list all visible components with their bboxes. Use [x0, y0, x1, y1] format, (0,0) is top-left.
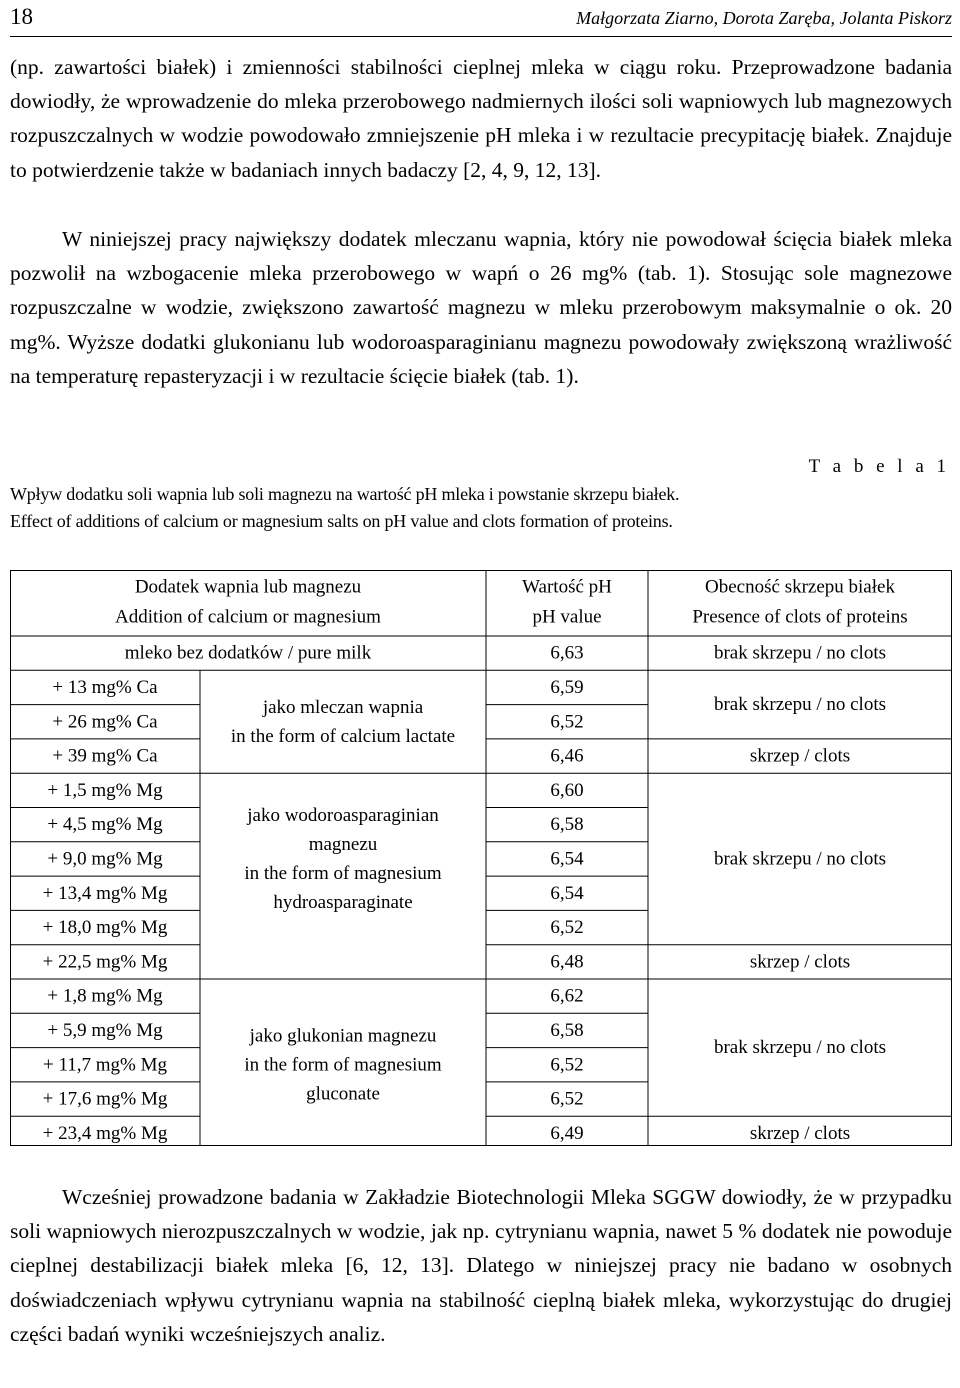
cell-salt-form: jako wodoroasparaginian	[247, 804, 439, 826]
header-ph-en: pH value	[532, 606, 602, 628]
cell-ph: 6,62	[550, 985, 584, 1007]
cell-salt-form: hydroasparaginate	[273, 891, 413, 913]
cell-ph: 6,52	[550, 917, 584, 939]
cell-addition: + 22,5 mg% Mg	[42, 951, 168, 973]
cell-clot: brak skrzepu / no clots	[713, 694, 887, 716]
cell-addition: + 1,5 mg% Mg	[47, 779, 163, 801]
cell-ph: 6,54	[550, 848, 584, 870]
control-row-label: mleko bez dodatków / pure milk	[124, 642, 372, 664]
cell-ph: 6,59	[550, 676, 584, 698]
header-ph-pl: Wartość pH	[522, 576, 612, 598]
page-header	[10, 2, 952, 37]
cell-addition: + 13,4 mg% Mg	[42, 882, 168, 904]
cell-salt-form: jako glukonian magnezu	[249, 1025, 437, 1047]
cell-clot: skrzep / clots	[749, 1122, 851, 1144]
paragraph-3: Wcześniej prowadzone badania w Zakładzie Biotechnologii Mleka SGGW dowiodły, że w przypadku soli wapniowych nierozpuszczalnych w wodzie, jak np. cytrynianu wapnia, nawet 5 % dodatek nie powoduje cieplnej destabilizacji białek mleka [6, 12, 13]. Dlatego w niniejszej pracy nie badano w osobnych doświadczeniach wpływu cytrynianu wapnia na stabilność cieplną białek mleka, wykorzystując do drugiej części badań wyniki wcześniejszych analiz.	[10, 1185, 952, 1346]
table-caption-polish: Wpływ dodatku soli wapnia lub soli magnezu na wartość pH mleka i powstanie skrzepu białek.	[10, 484, 680, 504]
data-table	[10, 570, 952, 1146]
header-addition-en: Addition of calcium or magnesium	[115, 606, 381, 628]
cell-addition: + 11,7 mg% Mg	[42, 1054, 168, 1076]
cell-addition: + 26 mg% Ca	[52, 711, 158, 733]
cell-salt-form: gluconate	[306, 1083, 380, 1105]
table-caption-english: Effect of additions of calcium or magnesium salts on pH value and clots formation of proteins.	[10, 511, 673, 531]
cell-ph: 6,54	[550, 882, 584, 904]
cell-ph: 6,58	[550, 1019, 584, 1041]
cell-ph: 6,48	[550, 951, 584, 973]
cell-ph: 6,46	[550, 745, 584, 767]
paragraph-2: W niniejszej pracy największy dodatek mleczanu wapnia, który nie powodował ścięcia białek mleka pozwolił na wzbogacenie mleka przerobowego w wapń o 26 mg% (tab. 1). Stosując sole magnezowe rozpuszczalne w wodzie, zwiększono zawartość magnezu w mleku przerobowym maksymalnie o ok. 20 mg%. Wyższe dodatki glukonianu lub wodoroasparaginianu magnezu powodowały zwiększoną wrażliwość na temperaturę repasteryzacji i w rezultacie ścięcie białek (tab. 1).	[10, 227, 952, 388]
cell-clot: skrzep / clots	[749, 745, 851, 767]
cell-ph: 6,49	[550, 1122, 584, 1144]
cell-ph: 6,52	[550, 1054, 584, 1076]
cell-addition: + 1,8 mg% Mg	[47, 985, 163, 1007]
cell-ph: 6,52	[550, 1088, 584, 1110]
paragraph-1: (np. zawartości białek) i zmienności stabilności cieplnej mleka w ciągu roku. Przeprowadzone badania dowiodły, że wprowadzenie do mleka przerobowego nadmiernych ilości soli wapniowych lub magnezowych rozpuszczalnych w wodzie powodowało zmniejszenie pH mleka i w rezultacie precypitację białek. Znajduje to potwierdzenie także w badaniach innych badaczy [2, 4, 9, 12, 13].	[10, 55, 952, 182]
cell-ph: 6,60	[550, 779, 584, 801]
cell-addition: + 23,4 mg% Mg	[42, 1122, 168, 1144]
cell-addition: + 17,6 mg% Mg	[42, 1088, 168, 1110]
control-row-ph: 6,63	[550, 642, 584, 664]
cell-addition: + 39 mg% Ca	[52, 745, 158, 767]
cell-addition: + 13 mg% Ca	[52, 676, 158, 698]
cell-addition: + 9,0 mg% Mg	[47, 848, 163, 870]
running-head-authors: Małgorzata Ziarno, Dorota Zaręba, Jolanta Piskorz	[576, 8, 952, 28]
cell-salt-form: jako mleczan wapnia	[262, 696, 424, 718]
control-row-clot: brak skrzepu / no clots	[713, 642, 887, 664]
cell-ph: 6,52	[550, 711, 584, 733]
table-label: T a b e l a 1	[808, 456, 950, 477]
header-addition-pl: Dodatek wapnia lub magnezu	[134, 576, 362, 598]
cell-addition: + 4,5 mg% Mg	[47, 814, 163, 836]
cell-addition: + 5,9 mg% Mg	[47, 1019, 163, 1041]
page-number: 18	[10, 4, 33, 29]
cell-clot: brak skrzepu / no clots	[713, 1037, 887, 1059]
cell-salt-form: in the form of magnesium	[244, 1054, 442, 1076]
header-clots-en: Presence of clots of proteins	[692, 606, 908, 628]
cell-salt-form: in the form of magnesium	[244, 862, 442, 884]
cell-clot: brak skrzepu / no clots	[713, 848, 887, 870]
cell-salt-form: in the form of calcium lactate	[230, 725, 456, 747]
cell-ph: 6,58	[550, 814, 584, 836]
cell-addition: + 18,0 mg% Mg	[42, 917, 168, 939]
cell-salt-form: magnezu	[308, 833, 378, 855]
cell-clot: skrzep / clots	[749, 951, 851, 973]
header-clots-pl: Obecność skrzepu białek	[705, 576, 895, 598]
data-table-svg	[10, 570, 952, 1146]
